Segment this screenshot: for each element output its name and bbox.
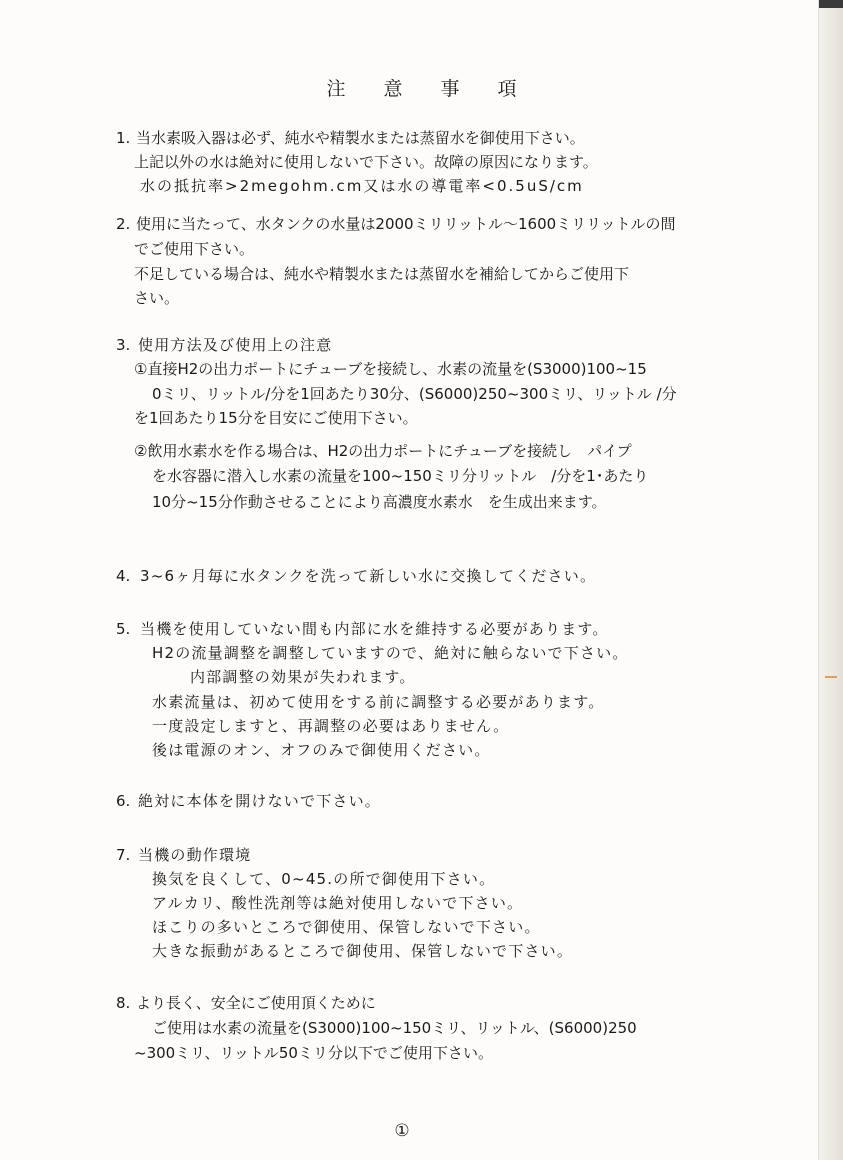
item-7-line-5: 大きな振動があるところで御使用、保管しないで下さい。	[152, 942, 574, 960]
item-3-line-5: ②飲用水素水を作る場合は、H2の出力ポートにチューブを接続し パイプ	[134, 442, 632, 460]
item-1-line-2: 上記以外の水は絶対に使用しないで下さい。故障の原因になります。	[134, 153, 598, 171]
item-2-line-3: 不足している場合は、純水や精製水または蒸留水を補給してからご使用下	[134, 265, 630, 283]
item-5-line-1: 当機を使用していない間も内部に水を維持する必要があります。	[140, 620, 609, 638]
item-8-line-3: ~300ミリ、リットル50ミリ分以下でご使用下さい。	[134, 1044, 493, 1062]
item-3-line-4: を1回あたり15分を目安にご使用下さい。	[134, 409, 418, 427]
item-7-line-4: ほこりの多いところで御使用、保管しないで下さい。	[152, 918, 541, 936]
item-1-line-3: 水の抵抗率>2megohm.cm又は水の導電率<0.5uS/cm	[140, 177, 584, 195]
item-3-line-7: 10分~15分作動させることにより高濃度水素水 を生成出来ます。	[152, 493, 607, 511]
edge-mark	[825, 676, 837, 678]
item-number-8: 8.	[116, 994, 131, 1012]
item-4-line-1: 3~6ヶ月毎に水タンクを洗って新しい水に交換してください。	[140, 567, 597, 585]
page-title: 注 意 事 項	[326, 78, 533, 100]
item-2-line-1: 使用に当たって、水タンクの水量は2000ミリリットル～1600ミリリットルの間	[136, 215, 676, 233]
item-number-6: 6.	[116, 792, 131, 810]
item-3-line-1: 使用方法及び使用上の注意	[138, 336, 333, 354]
item-7-line-2: 換気を良くして、0~45.の所で御使用下さい。	[152, 870, 496, 888]
item-5-line-4: 水素流量は、初めて使用をする前に調整する必要があります。	[152, 693, 605, 711]
item-8-line-2: ご使用は水素の流量を(S3000)100~150ミリ、リットル、(S6000)250	[152, 1019, 637, 1037]
item-5-line-6: 後は電源のオン、オフのみで御使用ください。	[152, 741, 491, 759]
item-7-line-3: アルカリ、酸性洗剤等は絶対使用しないで下さい。	[152, 894, 524, 912]
item-7-line-1: 当機の動作環境	[138, 846, 252, 864]
item-3-line-6: を水容器に潜入し水素の流量を100~150ミリ分リットル /分を1･あたり	[152, 467, 649, 485]
item-5-line-5: 一度設定しますと、再調整の必要はありません。	[152, 717, 510, 735]
item-5-line-3: 内部調整の効果が失われます。	[190, 668, 416, 686]
item-number-3: 3.	[116, 336, 131, 354]
item-number-7: 7.	[116, 846, 131, 864]
item-2-line-2: でご使用下さい。	[134, 240, 255, 258]
item-1-line-1: 当水素吸入器は必ず、純水や精製水または蒸留水を御使用下さい。	[136, 129, 585, 147]
item-8-line-1: より長く、安全にご使用頂くために	[136, 994, 376, 1012]
item-number-5: 5.	[116, 620, 131, 638]
page-number: ①	[394, 1121, 410, 1141]
item-6-line-1: 絶対に本体を開けないで下さい。	[138, 792, 382, 810]
item-number-2: 2.	[116, 215, 131, 233]
item-number-4: 4.	[116, 567, 131, 585]
page-edge	[818, 0, 843, 1160]
item-2-line-4: さい。	[134, 289, 180, 307]
item-number-1: 1.	[116, 129, 131, 147]
page-corner-shadow	[819, 0, 843, 8]
item-3-line-3: 0ミリ、リットル/分を1回あたり30分、(S6000)250~300ミリ、リットル /分	[152, 385, 677, 403]
item-3-line-2: ①直接H2の出力ポートにチューブを接続し、水素の流量を(S3000)100~15	[134, 360, 647, 378]
item-5-line-2: H2の流量調整を調整していますので、絶対に触らないで下さい。	[152, 644, 629, 662]
